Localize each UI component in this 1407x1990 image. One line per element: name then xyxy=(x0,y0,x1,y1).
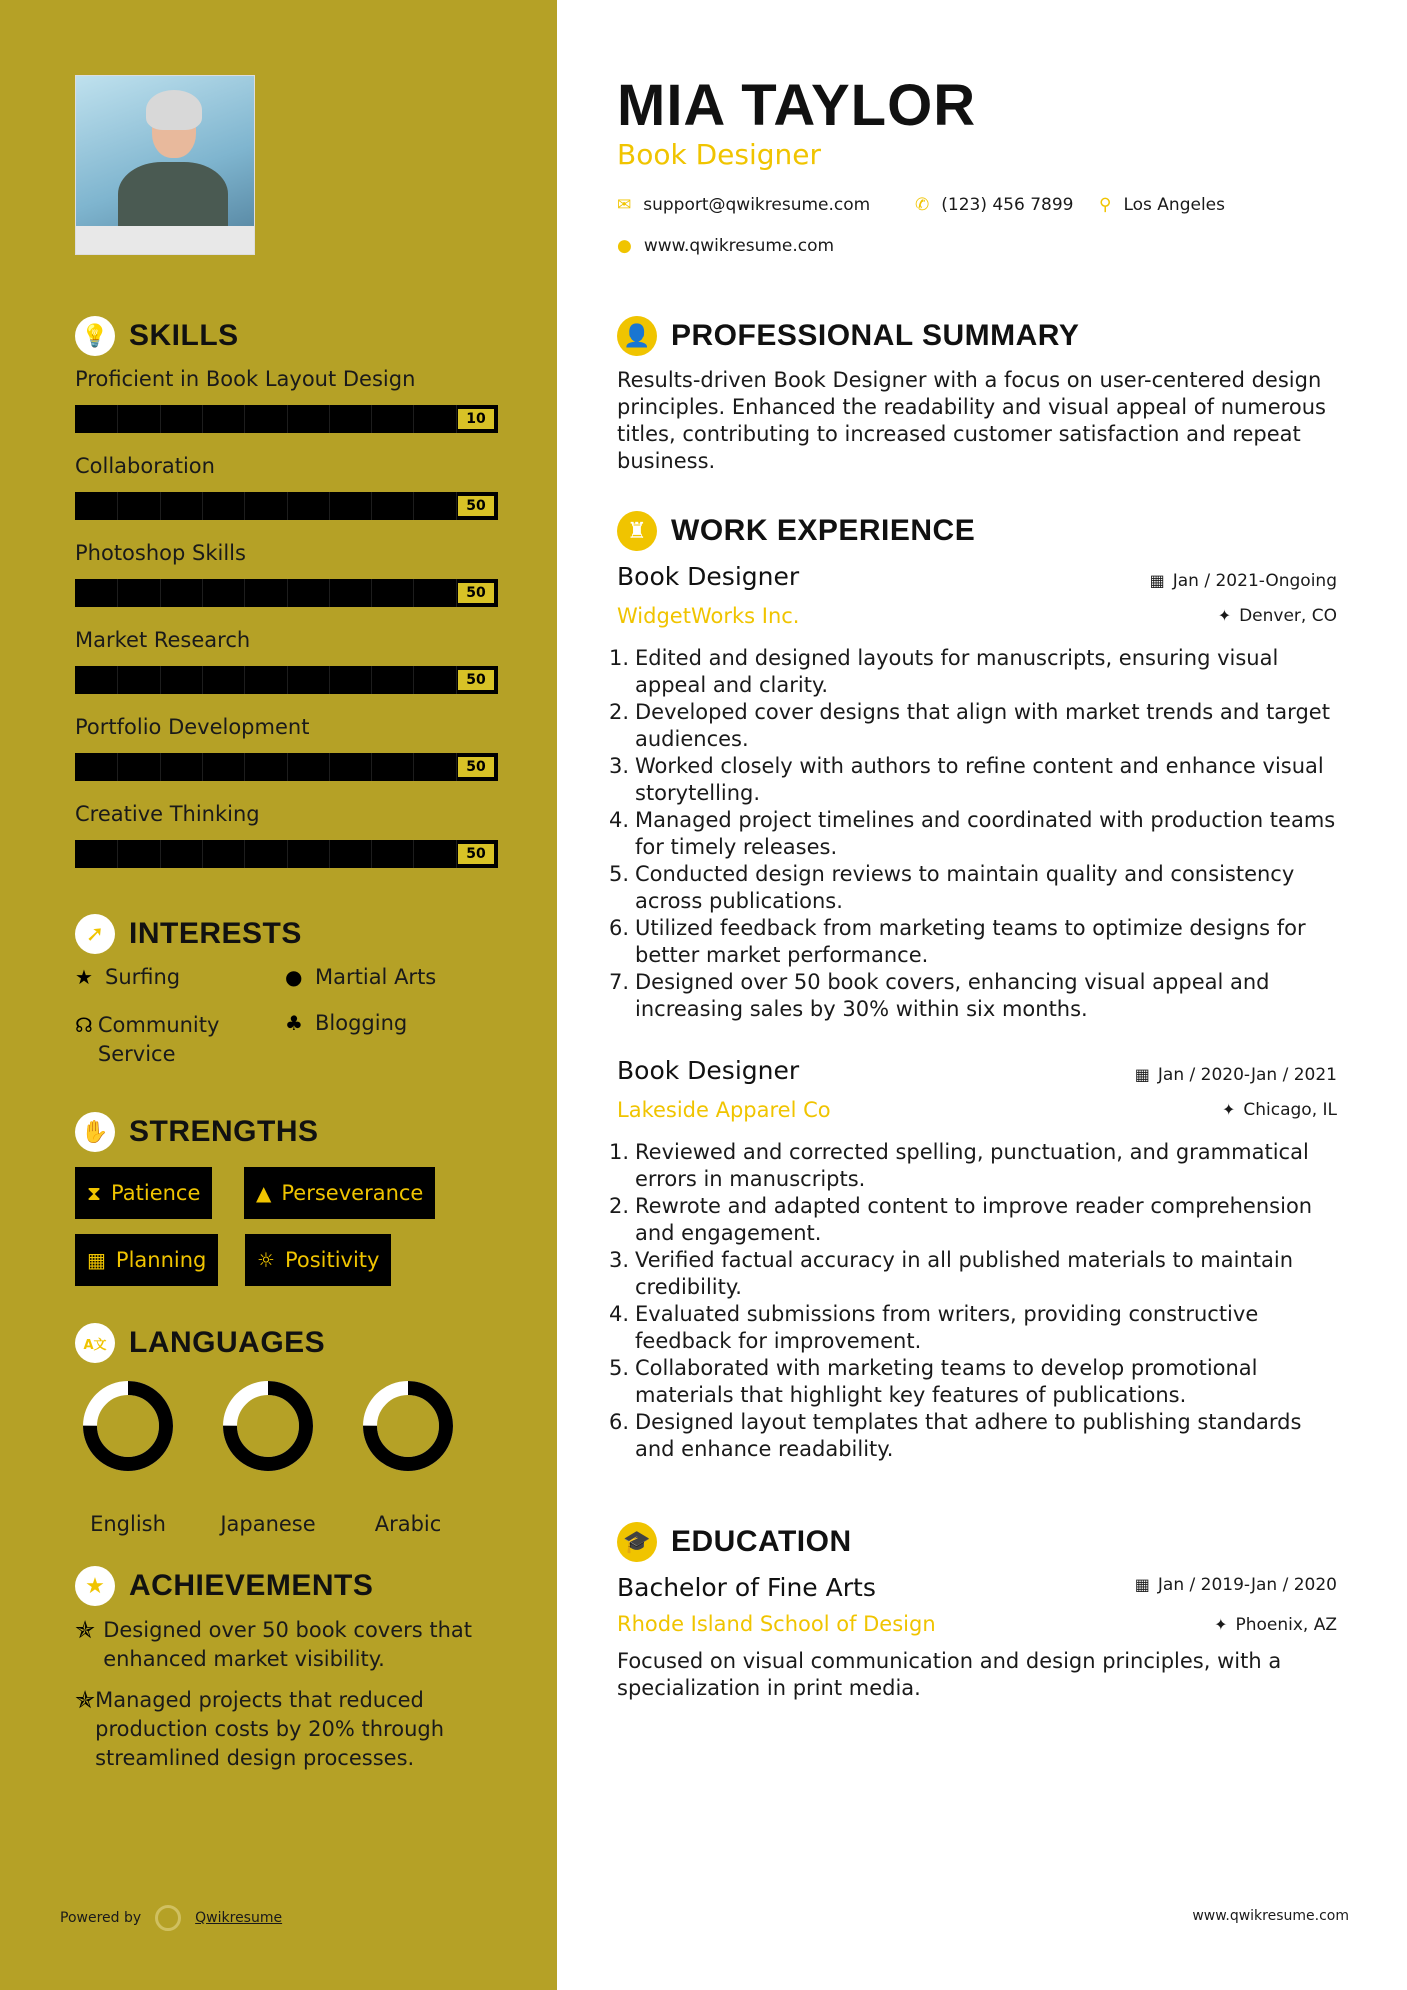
skill-bar-divider xyxy=(160,753,161,781)
strengths-title: STRENGTHS xyxy=(129,1115,319,1148)
phone-icon: ✆ xyxy=(915,195,930,215)
skill-bar-divider xyxy=(413,405,414,433)
strengths-header xyxy=(75,1112,319,1152)
hand-icon: ✋ xyxy=(75,1112,115,1152)
skill-label: Market Research xyxy=(75,628,251,652)
list-item: 6. Designed layout templates that adhere to publishing standards and enhance readability. xyxy=(609,1410,1302,1461)
website-text: www.qwikresume.com xyxy=(643,236,835,256)
skill-bar-divider xyxy=(371,666,372,694)
map-pin-icon: ⚲ xyxy=(1099,195,1112,215)
language-item xyxy=(338,1378,478,1536)
calendar-icon: ▦ xyxy=(1134,1575,1150,1594)
interest-label: Surfing xyxy=(105,965,181,989)
language-icon: A文 xyxy=(75,1323,115,1363)
job-dates xyxy=(1150,571,1337,591)
star-shooting-icon: ✯ xyxy=(75,1686,96,1714)
job-bullets xyxy=(609,645,1337,1023)
interests-title: INTERESTS xyxy=(129,917,302,950)
language-item xyxy=(198,1378,338,1536)
skill-bar-divider xyxy=(456,666,457,694)
skill-label: Portfolio Development xyxy=(75,715,310,739)
skill-bar-divider xyxy=(160,579,161,607)
skill-bar-divider xyxy=(287,579,288,607)
skill-bar-divider xyxy=(117,492,118,520)
skill-bar-divider xyxy=(244,840,245,868)
skill-bar-divider xyxy=(117,579,118,607)
education-title: EDUCATION xyxy=(671,1525,852,1558)
bullet-text: Verified factual accuracy in all published materials to maintain credibility. xyxy=(635,1248,1294,1299)
strength-label: Planning xyxy=(115,1248,207,1272)
graduate-icon: 🎓 xyxy=(617,1522,657,1562)
pushpin-icon: ✦ xyxy=(1221,1100,1236,1119)
achievement-item xyxy=(75,1616,515,1674)
list-item: 3. Verified factual accuracy in all published materials to maintain credibility. xyxy=(609,1248,1294,1299)
candidate-name: MIA TAYLOR xyxy=(617,73,977,138)
achievement-item xyxy=(75,1686,515,1773)
interest-item xyxy=(285,965,436,989)
job-company: Lakeside Apparel Co xyxy=(617,1098,831,1122)
skill-bar-divider xyxy=(202,579,203,607)
degree-title: Bachelor of Fine Arts xyxy=(617,1573,876,1602)
language-label: Japanese xyxy=(220,1512,316,1536)
skill-bar-divider xyxy=(456,492,457,520)
pushpin-icon: ✦ xyxy=(1217,606,1232,625)
skill-bar-divider xyxy=(117,666,118,694)
skill-bar-divider xyxy=(202,840,203,868)
star-icon: ★ xyxy=(75,965,93,989)
experience-header xyxy=(617,511,975,551)
list-item: 5. Conducted design reviews to maintain quality and consistency across publications. xyxy=(609,862,1295,913)
skill-bar xyxy=(75,579,498,607)
language-item xyxy=(58,1378,198,1536)
envelope-icon: ✉ xyxy=(617,195,632,215)
achievements-title: ACHIEVEMENTS xyxy=(129,1569,374,1602)
skill-bar-divider xyxy=(244,405,245,433)
skill-bar-divider xyxy=(244,666,245,694)
calendar-icon: ▦ xyxy=(1134,1065,1150,1084)
language-label: English xyxy=(90,1512,166,1536)
strength-chip xyxy=(245,1234,391,1286)
contact-phone[interactable] xyxy=(915,195,1073,215)
education-text: Focused on visual communication and design principles, with a specialization in print media. xyxy=(617,1649,1282,1700)
skill-bar-divider xyxy=(160,666,161,694)
list-item: 2. Developed cover designs that align with market trends and target audiences. xyxy=(609,700,1330,751)
bullet-text: Worked closely with authors to refine content and enhance visual storytelling. xyxy=(635,754,1324,805)
list-item: 4. Evaluated submissions from writers, providing constructive feedback for improvement. xyxy=(609,1302,1259,1353)
bullet-text: Conducted design reviews to maintain quality and consistency across publications. xyxy=(635,862,1295,913)
profile-photo xyxy=(75,75,255,255)
job-dates xyxy=(1135,1065,1337,1085)
strength-label: Patience xyxy=(111,1181,201,1205)
user-icon: 👤 xyxy=(617,316,657,356)
skill-bar-divider xyxy=(160,840,161,868)
handshake-icon: ☊ xyxy=(75,1013,93,1037)
main-content xyxy=(557,0,1407,1990)
sidebar xyxy=(0,0,557,1990)
skill-item xyxy=(75,541,498,607)
skill-item xyxy=(75,367,498,433)
job-title: Book Designer xyxy=(617,1056,800,1085)
skill-label: Proficient in Book Layout Design xyxy=(75,367,416,391)
road-icon: ▲ xyxy=(256,1181,272,1205)
achievement-text: Managed projects that reduced production costs by 20% through streamlined design processes. xyxy=(95,1688,445,1770)
job-company: WidgetWorks Inc. xyxy=(617,604,800,628)
skill-bar-divider xyxy=(244,579,245,607)
list-item: 7. Designed over 50 book covers, enhancing visual appeal and increasing sales by 30% within six months. xyxy=(609,970,1270,1021)
summary-header xyxy=(617,316,1079,356)
list-item: 6. Utilized feedback from marketing teams to optimize designs for better market performance. xyxy=(609,916,1306,967)
job-title: Book Designer xyxy=(617,562,800,591)
job-location-text: Chicago, IL xyxy=(1243,1100,1337,1120)
bullet-text: Rewrote and adapted content to improve reader comprehension and engagement. xyxy=(635,1194,1313,1245)
skill-bar xyxy=(75,492,498,520)
email-text: support@qwikresume.com xyxy=(643,195,871,215)
calendar-icon: ▦ xyxy=(87,1248,106,1272)
contact-website[interactable] xyxy=(617,236,834,256)
skill-bar-divider xyxy=(413,492,414,520)
skill-bar-divider xyxy=(329,579,330,607)
education-location-text: Phoenix, AZ xyxy=(1235,1615,1337,1635)
office-chair-icon: ♜ xyxy=(617,511,657,551)
skill-bar xyxy=(75,840,498,868)
skill-bar-divider xyxy=(287,492,288,520)
achievements-header xyxy=(75,1566,373,1606)
education-header xyxy=(617,1522,852,1562)
paper-plane-icon: ➚ xyxy=(75,914,115,954)
list-item: 5. Collaborated with marketing teams to develop promotional materials that highlight key features of publications. xyxy=(609,1356,1258,1407)
globe-icon: ● xyxy=(617,236,632,256)
skill-bar-divider xyxy=(287,753,288,781)
skill-value: 50 xyxy=(458,844,494,864)
globe-icon: ● xyxy=(285,965,303,989)
skill-bar-divider xyxy=(244,753,245,781)
skill-bar-divider xyxy=(456,405,457,433)
skill-bar-divider xyxy=(371,492,372,520)
contact-location xyxy=(1099,195,1225,215)
skill-bar-divider xyxy=(160,492,161,520)
education-dates-text: Jan / 2019-Jan / 2020 xyxy=(1157,1575,1337,1595)
skill-bar-divider xyxy=(202,666,203,694)
bullet-text: Collaborated with marketing teams to develop promotional materials that highlight key features of publications. xyxy=(635,1356,1258,1407)
skill-bar-divider xyxy=(287,666,288,694)
interest-item xyxy=(75,1011,255,1069)
skill-bar xyxy=(75,753,498,781)
trophy-icon: ★ xyxy=(75,1566,115,1606)
skill-item xyxy=(75,454,498,520)
interest-label: Community Service xyxy=(97,1013,220,1066)
skill-bar xyxy=(75,405,498,433)
skill-label: Photoshop Skills xyxy=(75,541,246,565)
hourglass-icon: ⧗ xyxy=(87,1181,102,1205)
skill-bar-divider xyxy=(413,840,414,868)
skill-label: Collaboration xyxy=(75,454,215,478)
strength-chip xyxy=(244,1167,435,1219)
qwikresume-logo-icon xyxy=(155,1905,181,1931)
calendar-icon: ▦ xyxy=(1149,571,1165,590)
powered-by-label: Powered by xyxy=(60,1910,142,1926)
job-location xyxy=(1222,1100,1337,1120)
interest-label: Blogging xyxy=(315,1011,408,1035)
skill-value: 50 xyxy=(458,757,494,777)
skills-title: SKILLS xyxy=(129,319,239,352)
education-dates xyxy=(1135,1575,1337,1595)
contact-email[interactable] xyxy=(617,195,870,215)
skill-bar-divider xyxy=(413,579,414,607)
bullet-text: Designed layout templates that adhere to publishing standards and enhance readability. xyxy=(635,1410,1302,1461)
language-label: Arabic xyxy=(374,1512,442,1536)
phone-text: (123) 456 7899 xyxy=(941,195,1074,215)
skill-label: Creative Thinking xyxy=(75,802,260,826)
interest-item xyxy=(75,965,180,989)
skill-bar-divider xyxy=(202,405,203,433)
strength-label: Positivity xyxy=(284,1248,380,1272)
language-ring xyxy=(220,1378,316,1474)
school-name: Rhode Island School of Design xyxy=(617,1612,936,1636)
skill-item xyxy=(75,628,498,694)
skill-bar-divider xyxy=(117,753,118,781)
list-item: 1. Edited and designed layouts for manuscripts, ensuring visual appeal and clarity. xyxy=(609,646,1279,697)
skill-bar-divider xyxy=(329,840,330,868)
star-shooting-icon: ✯ xyxy=(75,1616,96,1644)
strength-label: Perseverance xyxy=(281,1181,424,1205)
skill-bar-divider xyxy=(202,492,203,520)
job-bullets xyxy=(609,1139,1337,1463)
users-icon: ♣ xyxy=(285,1011,303,1035)
skill-value: 50 xyxy=(458,670,494,690)
footer-website[interactable]: www.qwikresume.com xyxy=(1192,1908,1349,1924)
bullet-text: Designed over 50 book covers, enhancing visual appeal and increasing sales by 30% within six months. xyxy=(635,970,1270,1021)
sun-icon: ☼ xyxy=(257,1248,275,1272)
location-text: Los Angeles xyxy=(1123,195,1225,215)
qwikresume-link[interactable]: Qwikresume xyxy=(195,1910,283,1926)
list-item: 3. Worked closely with authors to refine content and enhance visual storytelling. xyxy=(609,754,1324,805)
skill-bar xyxy=(75,666,498,694)
skill-bar-divider xyxy=(329,666,330,694)
bullet-text: Managed project timelines and coordinated with production teams for timely releases. xyxy=(635,808,1336,859)
job-dates-text: Jan / 2020-Jan / 2021 xyxy=(1157,1065,1337,1085)
bullet-text: Utilized feedback from marketing teams to optimize designs for better market performance. xyxy=(635,916,1306,967)
list-item: 1. Reviewed and corrected spelling, punctuation, and grammatical errors in manuscripts. xyxy=(609,1140,1309,1191)
bullet-text: Reviewed and corrected spelling, punctuation, and grammatical errors in manuscripts. xyxy=(635,1140,1309,1191)
education-location xyxy=(1214,1615,1337,1635)
skill-bar-divider xyxy=(329,753,330,781)
skill-bar-divider xyxy=(287,840,288,868)
list-item: 2. Rewrote and adapted content to improve reader comprehension and engagement. xyxy=(609,1194,1313,1245)
bullet-text: Developed cover designs that align with market trends and target audiences. xyxy=(635,700,1330,751)
lightbulb-icon: 💡 xyxy=(75,316,115,356)
bullet-text: Edited and designed layouts for manuscripts, ensuring visual appeal and clarity. xyxy=(635,646,1279,697)
candidate-role: Book Designer xyxy=(617,138,821,171)
skill-item xyxy=(75,715,498,781)
interest-item xyxy=(285,1011,407,1035)
skill-bar-divider xyxy=(371,405,372,433)
bullet-text: Evaluated submissions from writers, providing constructive feedback for improvement. xyxy=(635,1302,1259,1353)
skill-bar-divider xyxy=(413,753,414,781)
skill-value: 10 xyxy=(458,409,494,429)
summary-text: Results-driven Book Designer with a focus on user-centered design principles. Enhanced the readability and visual appeal of numerous titles, contributing to increased customer satisfaction and repeat business. xyxy=(617,368,1326,473)
skill-bar-divider xyxy=(329,405,330,433)
skill-bar-divider xyxy=(117,840,118,868)
experience-title: WORK EXPERIENCE xyxy=(671,514,976,547)
languages-title: LANGUAGES xyxy=(129,1326,326,1359)
interest-label: Martial Arts xyxy=(315,965,437,989)
skill-bar-divider xyxy=(371,579,372,607)
skill-bar-divider xyxy=(202,753,203,781)
strength-chip xyxy=(75,1234,218,1286)
skill-bar-divider xyxy=(160,405,161,433)
skills-header xyxy=(75,316,239,356)
skill-bar-divider xyxy=(117,405,118,433)
skill-bar-divider xyxy=(456,753,457,781)
skill-bar-divider xyxy=(287,405,288,433)
achievement-text: Designed over 50 book covers that enhanced market visibility. xyxy=(103,1618,473,1671)
skill-bar-divider xyxy=(371,840,372,868)
job-dates-text: Jan / 2021-Ongoing xyxy=(1172,571,1337,591)
skill-bar-divider xyxy=(456,579,457,607)
skill-bar-divider xyxy=(456,840,457,868)
interests-header xyxy=(75,914,302,954)
job-location xyxy=(1218,606,1337,626)
language-ring xyxy=(80,1378,176,1474)
language-ring xyxy=(360,1378,456,1474)
skill-bar-divider xyxy=(244,492,245,520)
summary-title: PROFESSIONAL SUMMARY xyxy=(671,319,1080,352)
skill-value: 50 xyxy=(458,496,494,516)
job-location-text: Denver, CO xyxy=(1239,606,1337,626)
skill-value: 50 xyxy=(458,583,494,603)
strength-chip xyxy=(75,1167,212,1219)
list-item: 4. Managed project timelines and coordinated with production teams for timely releases. xyxy=(609,808,1336,859)
skill-bar-divider xyxy=(413,666,414,694)
pushpin-icon: ✦ xyxy=(1214,1615,1228,1634)
skill-bar-divider xyxy=(329,492,330,520)
powered-by xyxy=(60,1905,282,1931)
skill-item xyxy=(75,802,498,868)
languages-header xyxy=(75,1323,325,1363)
skill-bar-divider xyxy=(371,753,372,781)
